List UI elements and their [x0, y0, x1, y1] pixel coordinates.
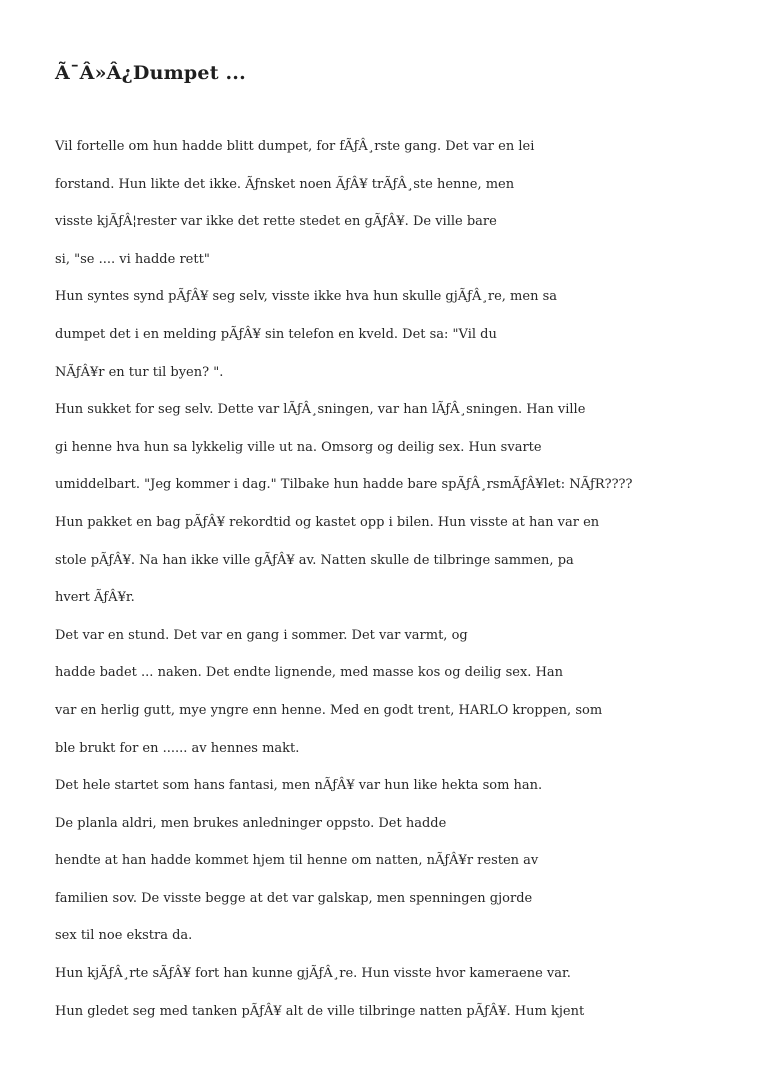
text-line: Hun sukket for seg selv. Dette var lÃƒÂ¸sningen, var han lÃƒÂ¸sningen. Han ville	[55, 402, 586, 418]
document-title: Ã¯Â»Â¿Dumpet ...	[55, 62, 246, 84]
document-body	[55, 138, 745, 1040]
text-line: visste kjÃƒÂ¦rester var ikke det rette stedet en gÃƒÂ¥. De ville bare	[55, 214, 497, 230]
text-line: stole pÃƒÂ¥. Na han ikke ville gÃƒÂ¥ av. Natten skulle de tilbringe sammen, pa	[55, 552, 574, 568]
text-line: De planla aldri, men brukes anledninger oppsto. Det hadde	[55, 815, 447, 831]
text-line: hadde badet ... naken. Det endte lignende, med masse kos og deilig sex. Han	[55, 665, 564, 681]
text-line: Hun pakket en bag pÃƒÂ¥ rekordtid og kastet opp i bilen. Hun visste at han var en	[55, 514, 600, 530]
text-line: umiddelbart. "Jeg kommer i dag." Tilbake hun hadde bare spÃƒÂ¸rsmÃƒÂ¥let: NÃƒR????	[55, 477, 633, 493]
text-line: si, "se .... vi hadde rett"	[55, 251, 210, 267]
text-line: hendte at han hadde kommet hjem til henne om natten, nÃƒÂ¥r resten av	[55, 853, 539, 869]
text-line: dumpet det i en melding pÃƒÂ¥ sin telefon en kveld. Det sa: "Vil du	[55, 326, 497, 342]
text-line: familien sov. De visste begge at det var galskap, men spenningen gjorde	[55, 890, 533, 906]
text-line: ble brukt for en ...... av hennes makt.	[55, 740, 300, 756]
text-line: Hun syntes synd pÃƒÂ¥ seg selv, visste ikke hva hun skulle gjÃƒÂ¸re, men sa	[55, 289, 557, 305]
text-line: Hun kjÃƒÂ¸rte sÃƒÂ¥ fort han kunne gjÃƒÂ¸re. Hun visste hvor kameraene var.	[55, 966, 571, 982]
text-line: gi henne hva hun sa lykkelig ville ut na. Omsorg og deilig sex. Hun svarte	[55, 439, 542, 455]
text-line: hvert ÃƒÂ¥r.	[55, 590, 135, 606]
text-line: forstand. Hun likte det ikke. Ãƒnsket noen ÃƒÂ¥ trÃƒÂ¸ste henne, men	[55, 176, 515, 192]
text-line: Det hele startet som hans fantasi, men nÃƒÂ¥ var hun like hekta som han.	[55, 778, 543, 794]
text-line: var en herlig gutt, mye yngre enn henne. Med en godt trent, HARLO kroppen, som	[55, 702, 603, 718]
text-line: NÃƒÂ¥r en tur til byen? ".	[55, 364, 224, 380]
text-line: Vil fortelle om hun hadde blitt dumpet, for fÃƒÂ¸rste gang. Det var en lei	[55, 139, 535, 154]
text-line: Det var en stund. Det var en gang i sommer. Det var varmt, og	[55, 627, 468, 643]
text-line: Hun gledet seg med tanken pÃƒÂ¥ alt de ville tilbringe natten pÃƒÂ¥. Hum kjent	[55, 1003, 585, 1019]
text-line: sex til noe ekstra da.	[55, 928, 193, 944]
